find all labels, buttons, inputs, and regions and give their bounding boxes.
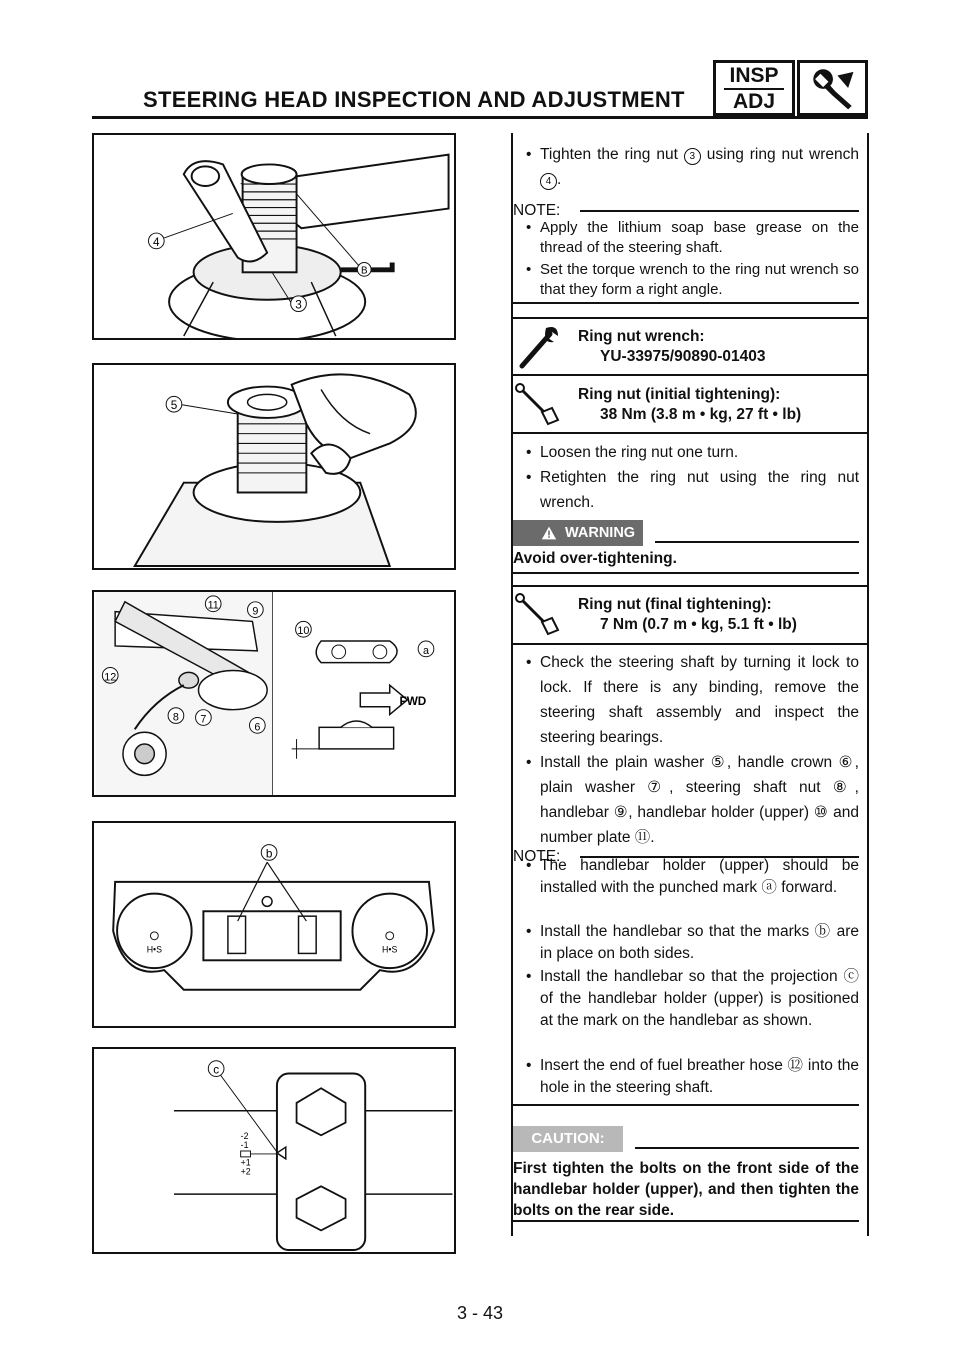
step1-mid: using ring nut wrench <box>700 146 859 163</box>
fig4-mark-left: H•S <box>146 944 163 955</box>
fig1-label-b: B <box>360 265 368 277</box>
note2-item-4: • Insert the end of fuel breather hose ⑫ into the hole in the steering shaft. <box>526 1055 859 1099</box>
caution-badge: CAUTION: <box>513 1126 623 1152</box>
note2-item-2: • Install the handlebar so that the marks ⓑ are in place on both sides. <box>526 921 859 965</box>
fig3-label-6: 6 <box>254 721 261 734</box>
fig1-label-4: 4 <box>153 235 160 249</box>
wrench-icon <box>797 60 868 116</box>
spec-tool-title: Ring nut wrench: <box>578 328 705 345</box>
note2-label: NOTE: <box>513 848 561 865</box>
badge-top-text: INSP <box>729 64 779 87</box>
fig3-label-10: 10 <box>297 625 310 638</box>
step-tighten-ring-nut <box>526 142 859 192</box>
fig5-scale-p1: +1 <box>240 1157 251 1168</box>
note2-item-3: • Install the handlebar so that the projection ⓒ of the handlebar holder (upper) is positioned at the mark on the handlebar as shown. <box>526 966 859 1032</box>
step1-pre: Tighten the ring nut <box>540 146 684 163</box>
figure-plain-washer <box>92 363 456 570</box>
insp-adj-badge <box>713 60 795 116</box>
page-title: STEERING HEAD INSPECTION AND ADJUSTMENT <box>143 87 685 112</box>
fig1-label-3: 3 <box>295 298 302 312</box>
special-tool-icon <box>512 322 566 372</box>
column-right-rule <box>867 133 869 1236</box>
fig3-label-a: a <box>423 644 430 657</box>
badge-bottom-text: ADJ <box>732 90 775 113</box>
caution-end-rule <box>513 1220 859 1222</box>
spec-initial-title: Ring nut (initial tightening): <box>578 386 781 403</box>
note2-end-rule <box>513 1104 859 1106</box>
warning-label: WARNING <box>565 525 636 541</box>
step-install-parts: • Install the plain washer ⑤, handle crown ⑥, plain washer ⑦, steering shaft nut ⑧, handlebar ⑨, handlebar holder (upper) ⑩ and number plate ⑪. <box>526 750 859 850</box>
caution-rule <box>635 1147 859 1149</box>
warning-end-rule <box>513 572 859 574</box>
spec-final-value: 7 Nm (0.7 m • kg, 5.1 ft • lb) <box>600 616 797 633</box>
ref-3: 3 <box>684 148 701 165</box>
note1-rule <box>580 210 859 212</box>
fig3-label-7: 7 <box>200 713 207 726</box>
fig3-label-12: 12 <box>104 671 117 684</box>
spec-initial-end-rule <box>512 432 868 434</box>
caution-text: First tighten the bolts on the front side of the handlebar holder (upper), and then tighten the bolts on the rear side. <box>513 1160 859 1219</box>
note1-label: NOTE: <box>513 202 561 219</box>
note1-item-2: • Set the torque wrench to the ring nut wrench so that they form a right angle. <box>526 260 859 300</box>
torque-wrench-icon-2 <box>512 590 566 640</box>
header-rule <box>92 116 868 119</box>
step-retighten: • Retighten the ring nut using the ring nut wrench. <box>526 465 859 515</box>
note2-item-1: • The handlebar holder (upper) should be installed with the punched mark ⓐ forward. <box>526 855 859 899</box>
fig5-scale-m1: -1 <box>240 1140 249 1151</box>
step-check-steering: • Check the steering shaft by turning it lock to lock. If there is any binding, remove the steering shaft assembly and inspect the steering bearings. <box>526 650 859 750</box>
fig3-label-11: 11 <box>207 599 219 612</box>
fig4-label-b: b <box>265 847 273 861</box>
note1-end-rule <box>513 302 859 304</box>
step-loosen: • Loosen the ring nut one turn. <box>526 440 859 465</box>
figure-handlebar-holder-top <box>92 821 456 1028</box>
torque-wrench-icon <box>512 380 566 430</box>
spec-final-title: Ring nut (final tightening): <box>578 596 772 613</box>
figure-ring-nut-wrench <box>92 133 456 340</box>
fig3-label-8: 8 <box>172 711 179 724</box>
fig4-mark-right: H•S <box>382 944 398 955</box>
warning-rule <box>655 541 859 543</box>
spec-tool-value: YU-33975/90890-01403 <box>600 348 766 365</box>
column-left-rule <box>511 133 513 1236</box>
fig3-fwd-label: FWD <box>399 694 427 708</box>
warning-icon <box>541 525 557 541</box>
spec-initial-value: 38 Nm (3.8 m • kg, 27 ft • lb) <box>600 406 802 423</box>
figure-handlebar-assembly <box>92 590 456 797</box>
page-number: 3 - 43 <box>456 1303 504 1323</box>
figure-projection-mark <box>92 1047 456 1254</box>
warning-badge <box>513 520 643 546</box>
ref-4: 4 <box>540 173 557 190</box>
note1-item-1: • Apply the lithium soap base grease on the thread of the steering shaft. <box>526 218 859 258</box>
fig3-label-9: 9 <box>252 605 259 618</box>
spec-final-end-rule <box>512 643 868 645</box>
fig5-label-c: c <box>213 1063 220 1077</box>
fig5-scale-m2: -2 <box>240 1131 249 1142</box>
fig5-scale-p2: +2 <box>240 1166 251 1177</box>
fig2-label-5: 5 <box>170 399 178 413</box>
warning-text: Avoid over-tightening. <box>513 550 677 567</box>
step1-post: . <box>557 171 562 188</box>
